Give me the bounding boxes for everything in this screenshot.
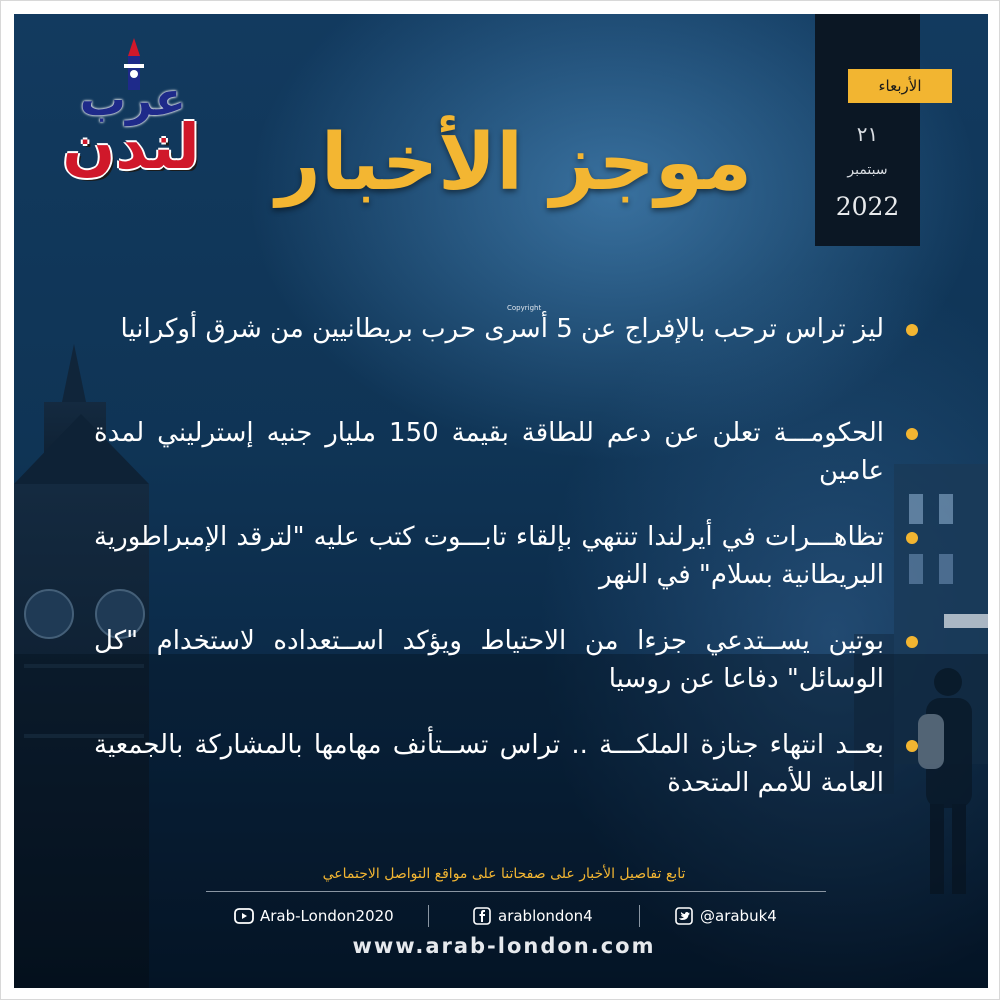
bullet-icon	[906, 740, 918, 752]
news-item	[94, 414, 924, 518]
logo-top-text: عرب	[79, 72, 186, 126]
news-list	[94, 310, 924, 830]
page-title: موجز الأخبار	[275, 118, 753, 208]
footer-divider	[206, 891, 826, 892]
news-item	[94, 726, 924, 830]
arab-london-logo	[36, 34, 226, 184]
date-month: سبتمبر	[847, 162, 888, 178]
news-item	[94, 310, 924, 414]
twitter-link[interactable]	[674, 901, 777, 931]
bullet-icon	[906, 636, 918, 648]
date-year: 2022	[835, 192, 900, 221]
bullet-icon	[906, 324, 918, 336]
youtube-handle: Arab-London2020	[260, 907, 394, 925]
bullet-icon	[906, 532, 918, 544]
news-text: ليز تراس ترحب بالإفراج عن 5 أسرى حرب بريطانيين من شرق أوكرانيا	[120, 314, 884, 344]
twitter-handle: @arabuk4	[700, 907, 777, 925]
follow-us-text: تابع تفاصيل الأخبار على صفحاتنا على مواقع التواصل الاجتماعي	[322, 866, 686, 882]
social-separator	[639, 905, 640, 927]
logo-main-text: لندن	[62, 110, 200, 183]
twitter-icon	[674, 907, 694, 925]
facebook-icon	[472, 907, 492, 925]
social-links	[224, 901, 804, 931]
youtube-link[interactable]	[234, 901, 394, 931]
news-text: تظاهـــرات في أيرلندا تنتهي بإلقاء تابـــوت كتب عليه "لترقد الإمبراطورية البريطانية بسلام" في النهر	[94, 522, 884, 590]
news-text: الحكومـــة تعلن عن دعم للطاقة بقيمة 150 مليار جنيه إسترليني لمدة عامين	[94, 418, 885, 486]
news-text: بوتين يســتدعي جزءا من الاحتياط ويؤكد اســتعداده لاستخدام "كل الوسائل" دفاعا عن روسيا	[94, 626, 884, 694]
facebook-link[interactable]	[472, 901, 593, 931]
youtube-icon	[234, 907, 254, 925]
news-item	[94, 518, 924, 622]
date-day: ٢١	[856, 122, 879, 146]
bullet-icon	[906, 428, 918, 440]
news-poster	[14, 14, 988, 988]
social-separator	[428, 905, 429, 927]
news-item	[94, 622, 924, 726]
facebook-handle: arablondon4	[498, 907, 593, 925]
copyright-tag: Copyright	[507, 304, 542, 312]
weekday-badge: الأربعاء	[848, 69, 952, 103]
website-link[interactable]: www.arab-london.com	[352, 934, 656, 958]
news-text: بعــد انتهاء جنازة الملكـــة .. تراس تســتأنف مهامها بالمشاركة بالجمعية العامة للأمم المتحدة	[94, 730, 884, 798]
